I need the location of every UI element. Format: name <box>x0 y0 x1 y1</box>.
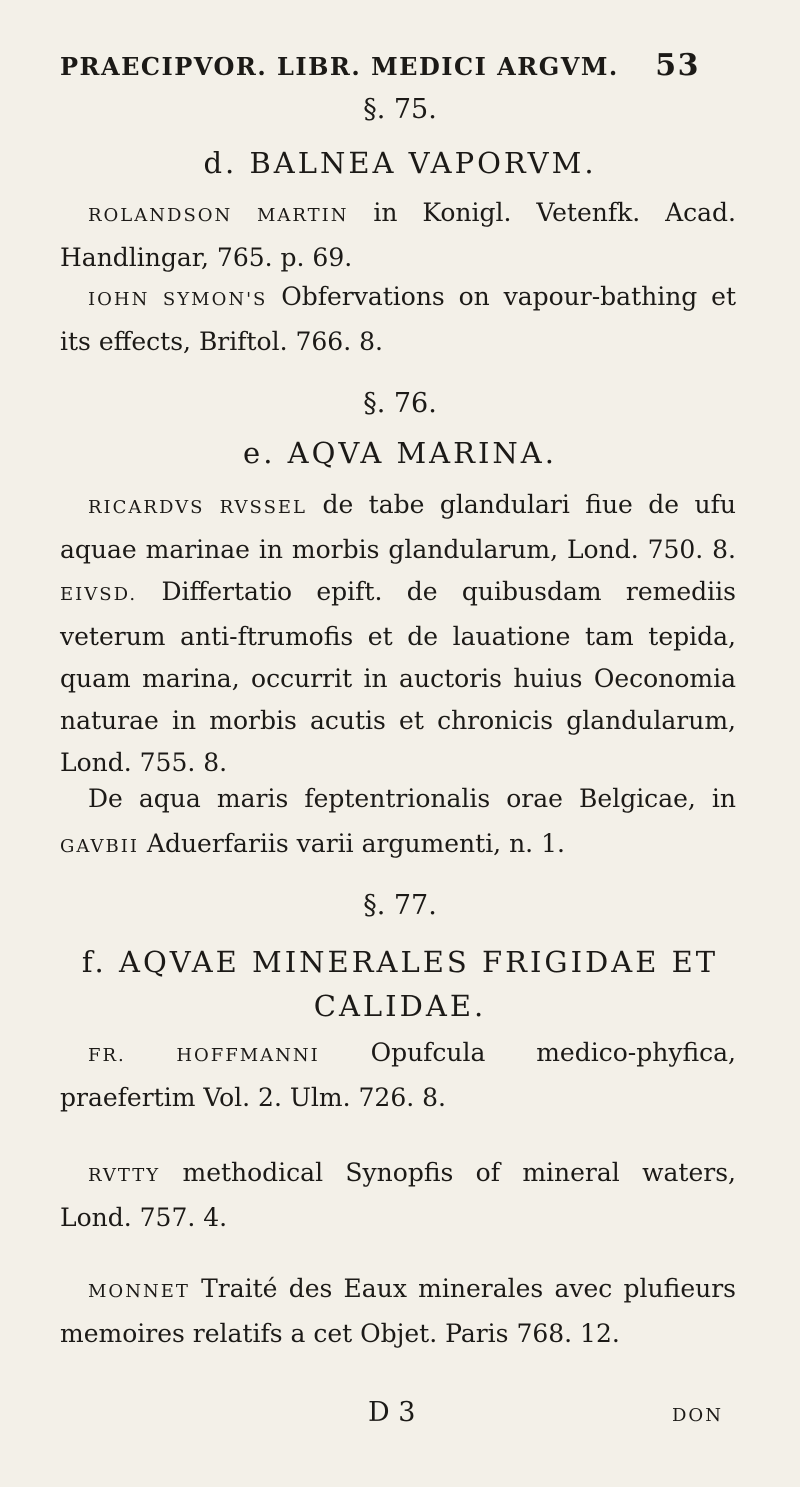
bibliographic-entry <box>60 1152 736 1239</box>
author-name: IOHN SYMON'S <box>88 289 268 310</box>
entry-text: Traité des Eaux minerales avec plufieurs memoires relatifs a cet Objet. Paris 768. 12. <box>60 1274 736 1348</box>
author-name: EIVSD. <box>60 584 138 605</box>
bibliographic-entry <box>60 778 736 868</box>
section-heading: f. AQVAE MINERALES FRIGIDAE ET CALIDAE. <box>81 945 719 1023</box>
bibliographic-entry <box>60 276 736 363</box>
author-name: RICARDVS RVSSEL <box>88 497 307 518</box>
author-name: MONNET <box>88 1281 190 1302</box>
author-name: GAVBII <box>60 836 139 857</box>
signature-mark: D 3 <box>368 1397 416 1428</box>
entry-text: Opufcula medico-phyfica, praefertim Vol. 2. Ulm. 726. 8. <box>60 1038 736 1112</box>
page-number: 53 <box>655 48 700 83</box>
section-mark: §. 76. <box>363 388 437 419</box>
author-name: FR. HOFFMANNI <box>88 1045 320 1066</box>
bibliographic-entry <box>60 1268 736 1355</box>
entry-text: Differtatio epift. de quibusdam remediis veterum anti-ftrumofis et de lauatione tam tepida, quam marina, occurrit in auctoris huius Oeconomia naturae in morbis acutis et chronicis glandularum, Lond. 755. 8. <box>60 577 736 777</box>
bibliographic-entry <box>60 192 736 279</box>
entry-text: Obfervations on vapour-bathing et its effects, Briftol. 766. 8. <box>60 282 736 356</box>
entry-text: de tabe glandulari fiue de ufu aquae marinae in morbis glandularum, Lond. 750. 8. <box>60 490 736 564</box>
section-heading: e. AQVA MARINA. <box>243 436 557 470</box>
entry-text: De aqua maris feptentrionalis orae Belgicae, in <box>88 784 736 813</box>
author-name: ROLANDSON MARTIN <box>88 205 349 226</box>
catchword: DON <box>672 1405 723 1426</box>
entry-text: Aduerfariis varii argumenti, n. 1. <box>138 829 565 858</box>
running-head <box>60 48 700 83</box>
entry-text: in Konigl. Vetenfk. Acad. Handlingar, 765. p. 69. <box>60 198 736 272</box>
bibliographic-entry <box>60 1032 736 1119</box>
section-heading: d. BALNEA VAPORVM. <box>203 146 597 180</box>
running-head-title: PRAECIPVOR. LIBR. MEDICI ARGVM. <box>60 52 619 81</box>
section-mark: §. 75. <box>363 94 437 125</box>
bibliographic-entry <box>60 484 736 784</box>
entry-text: methodical Synopfis of mineral waters, Lond. 757. 4. <box>60 1158 736 1232</box>
section-mark: §. 77. <box>363 890 437 921</box>
author-name: RVTTY <box>88 1165 161 1186</box>
